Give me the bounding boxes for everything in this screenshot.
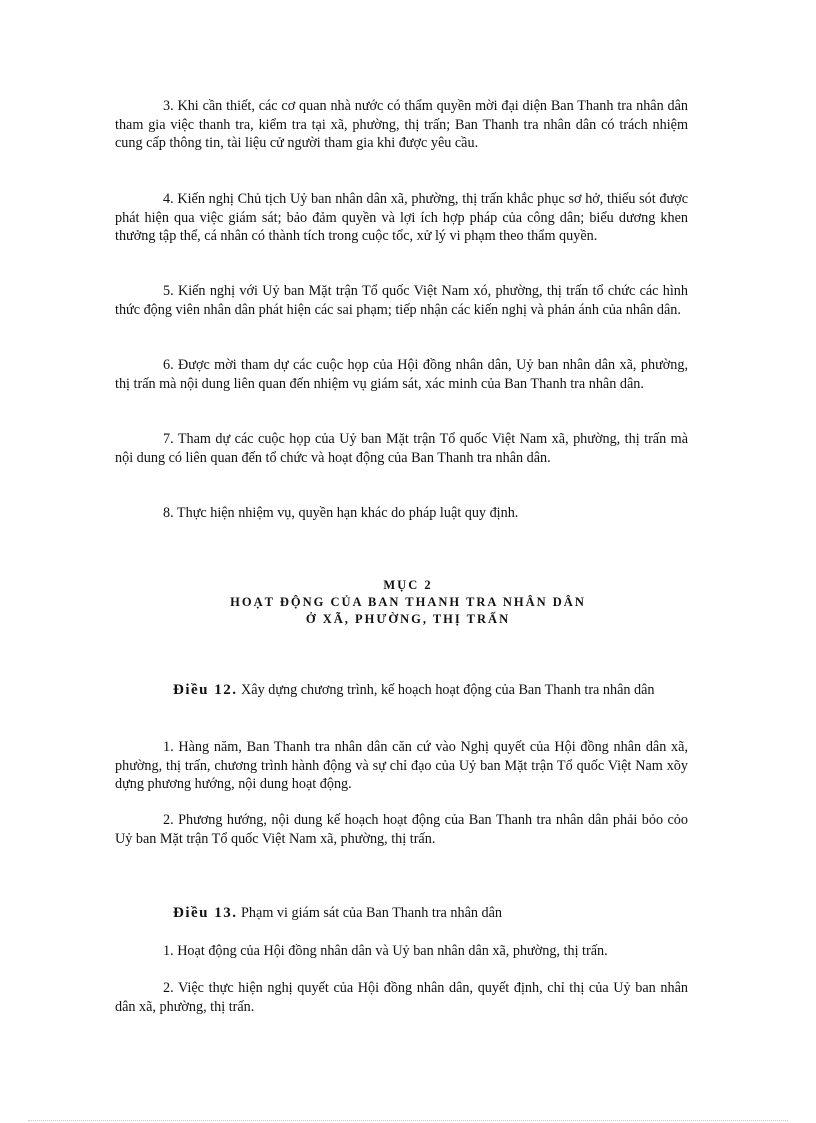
article-12-paragraph-1: 1. Hàng năm, Ban Thanh tra nhân dân căn cứ vào Nghị quyết của Hội đồng nhân dân xã, phường, thị trấn, chương trình hành động và sự chỉ đạo của Uỷ ban Mặt trận Tổ quốc Việt Nam xõy dựng phương hướng, nội dung hoạt động. [115, 739, 688, 792]
section-heading-line2: HOẠT ĐỘNG CỦA BAN THANH TRA NHÂN DÂN [230, 595, 586, 609]
article-13-paragraph-2: 2. Việc thực hiện nghị quyết của Hội đồng nhân dân, quyết định, chỉ thị của Uỷ ban nhân dân xã, phường, thị trấn. [115, 980, 688, 1015]
paragraph-4: 4. Kiến nghị Chủ tịch Uỷ ban nhân dân xã, phường, thị trấn khắc phục sơ hở, thiếu sót được phát hiện qua việc giám sát; bảo đảm quyền và lợi ích hợp pháp của công dân; biểu dương khen thưởng tập thể, cá nhân có thành tích trong cuộc tổc, xử lý vi phạm theo thẩm quyền. [115, 191, 688, 244]
paragraph-3: 3. Khi cần thiết, các cơ quan nhà nước có thẩm quyền mời đại diện Ban Thanh tra nhân dân tham gia việc thanh tra, kiểm tra tại xã, phường, thị trấn; Ban Thanh tra nhân dân có trách nhiệm cung cấp thông tin, tài liệu cử người tham gia khi được yêu cầu. [115, 98, 688, 151]
article-13-paragraph-1: 1. Hoạt động của Hội đồng nhân dân và Uỷ ban nhân dân xã, phường, thị trấn. [163, 943, 608, 959]
section-heading-line1: MỤC 2 [383, 578, 433, 592]
article-13-label: Điều 13. [173, 905, 238, 921]
page-bottom-rule [28, 1120, 788, 1121]
article-12-heading: Xây dựng chương trình, kế hoạch hoạt động của Ban Thanh tra nhân dân [237, 682, 655, 698]
paragraph-8: 8. Thực hiện nhiệm vụ, quyền hạn khác do pháp luật quy định. [163, 505, 519, 521]
section-heading-line3: Ở XÃ, PHƯỜNG, THỊ TRẤN [305, 612, 511, 626]
article-12-title [115, 681, 688, 700]
article-13-title [115, 904, 688, 923]
article-13-heading: Phạm vi giám sát của Ban Thanh tra nhân dân [237, 905, 503, 921]
paragraph-5: 5. Kiến nghị với Uỷ ban Mặt trận Tổ quốc Việt Nam xó, phường, thị trấn tổ chức các hình thức động viên nhân dân phát hiện các sai phạm; tiếp nhận các kiến nghị và phản ánh của nhân dân. [115, 283, 688, 318]
article-12-label: Điều 12. [173, 682, 238, 698]
paragraph-7: 7. Tham dự các cuộc họp của Uỷ ban Mặt trận Tổ quốc Việt Nam xã, phường, thị trấn mà nội dung có liên quan đến tổ chức và hoạt động của Ban Thanh tra nhân dân. [115, 431, 688, 466]
paragraph-6: 6. Được mời tham dự các cuộc họp của Hội đồng nhân dân, Uỷ ban nhân dân xã, phường, thị trấn mà nội dung liên quan đến nhiệm vụ giám sát, xác minh của Ban Thanh tra nhân dân. [115, 357, 688, 392]
section-heading [115, 577, 701, 628]
article-12-paragraph-2: 2. Phương hướng, nội dung kế hoạch hoạt động của Ban Thanh tra nhân dân phải bỏo cỏo Uỷ ban Mặt trận Tổ quốc Việt Nam xã, phường, thị trấn. [115, 812, 688, 847]
